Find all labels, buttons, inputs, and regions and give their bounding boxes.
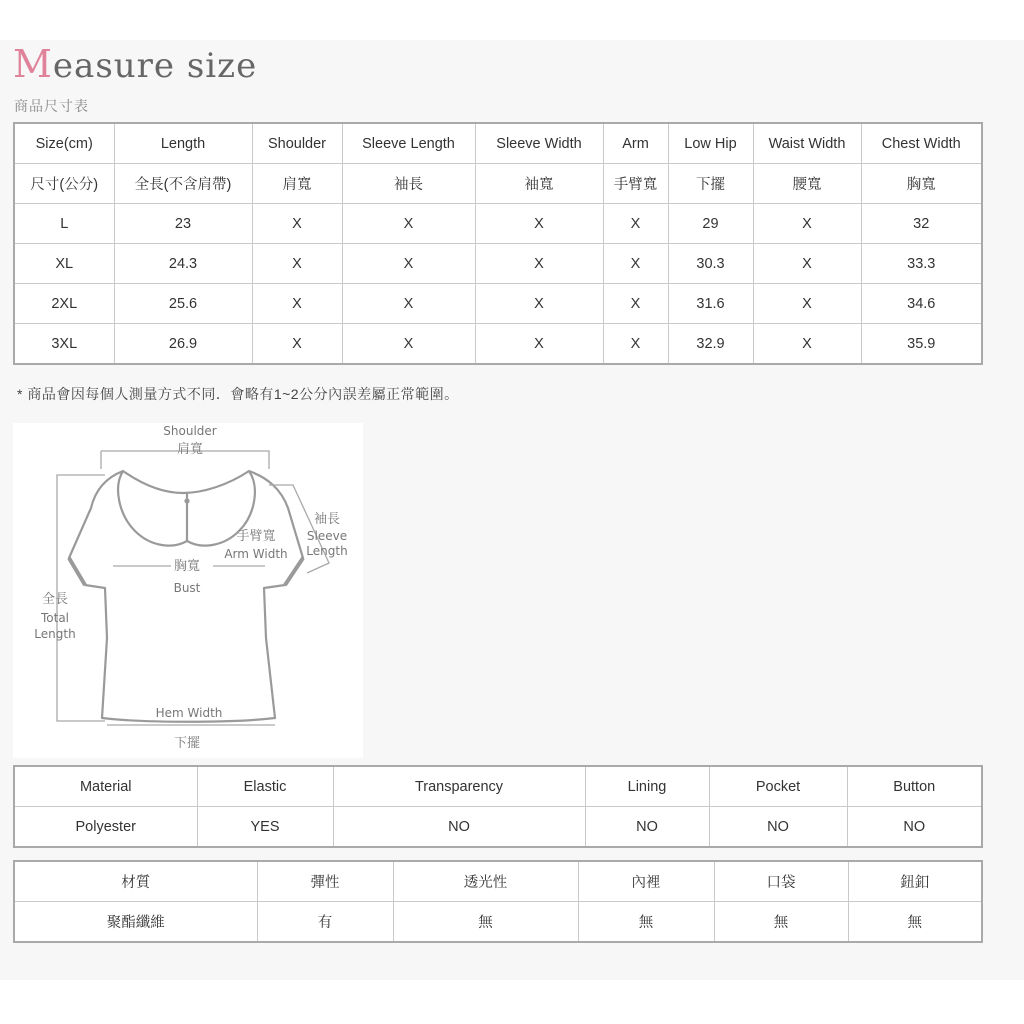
header-cell: Sleeve Length <box>342 123 475 164</box>
title-first-letter: M <box>13 42 53 86</box>
shoulder-zh-label: 肩寬 <box>176 442 204 457</box>
material-header-row <box>14 766 982 807</box>
header-cell: 袖長 <box>342 164 475 204</box>
bust-en-label: Bust <box>173 581 201 595</box>
header-cell: Material <box>14 766 197 807</box>
table-cell: 無 <box>848 902 982 943</box>
header-cell: Arm <box>603 123 668 164</box>
table-cell: 26.9 <box>114 324 252 365</box>
hem-en-label: Hem Width <box>155 706 223 720</box>
table-cell: 2XL <box>14 284 114 324</box>
header-cell: Transparency <box>333 766 585 807</box>
total-zh-label: 全長 <box>41 592 69 607</box>
header-cell: 鈕釦 <box>848 861 982 902</box>
table-cell: X <box>603 244 668 284</box>
header-cell: 材質 <box>14 861 257 902</box>
material-zh-header-row <box>14 861 982 902</box>
page-title <box>13 42 257 86</box>
header-cell: Chest Width <box>861 123 982 164</box>
table-cell: 24.3 <box>114 244 252 284</box>
arm-en-label: Arm Width <box>224 547 288 561</box>
table-cell: 無 <box>393 902 578 943</box>
table-cell: X <box>252 204 342 244</box>
table-cell: 32.9 <box>668 324 753 365</box>
table-cell: X <box>252 284 342 324</box>
table-cell: 29 <box>668 204 753 244</box>
table-cell: X <box>252 324 342 365</box>
header-cell: Button <box>847 766 982 807</box>
total-en-label-1: Total <box>40 611 70 625</box>
table-cell: 3XL <box>14 324 114 365</box>
table-cell: X <box>753 324 861 365</box>
measurement-diagram <box>13 423 363 758</box>
header-cell: Low Hip <box>668 123 753 164</box>
table-cell: X <box>475 244 603 284</box>
material-value-row <box>14 807 982 848</box>
header-cell: Size(cm) <box>14 123 114 164</box>
table-cell: 無 <box>578 902 714 943</box>
header-cell: 全長(不含肩帶) <box>114 164 252 204</box>
table-cell: X <box>753 204 861 244</box>
table-cell: 33.3 <box>861 244 982 284</box>
table-cell: X <box>342 284 475 324</box>
table-cell: X <box>475 204 603 244</box>
bust-zh-label: 胸寬 <box>173 559 201 574</box>
table-cell: X <box>603 204 668 244</box>
header-cell: 手臂寬 <box>603 164 668 204</box>
table-cell: NO <box>847 807 982 848</box>
title-rest: easure size <box>52 46 258 86</box>
table-cell: X <box>475 284 603 324</box>
sleeve-en-label-2: Length <box>306 544 348 558</box>
table-cell: X <box>252 244 342 284</box>
table-cell: Polyester <box>14 807 197 848</box>
table-cell: X <box>342 204 475 244</box>
size-header-zh-row <box>14 164 982 204</box>
table-cell: NO <box>333 807 585 848</box>
header-cell: 彈性 <box>257 861 393 902</box>
table-cell: 25.6 <box>114 284 252 324</box>
size-table <box>13 122 983 365</box>
table-cell: X <box>753 244 861 284</box>
table-cell: 31.6 <box>668 284 753 324</box>
header-cell: 尺寸(公分) <box>14 164 114 204</box>
header-cell: Sleeve Width <box>475 123 603 164</box>
table-cell: X <box>603 284 668 324</box>
header-cell: 腰寬 <box>753 164 861 204</box>
table-row <box>14 324 982 365</box>
shirt-outline <box>69 471 303 722</box>
sleeve-en-label-1: Sleeve <box>306 529 348 543</box>
table-cell: X <box>753 284 861 324</box>
sleeve-zh-label: 袖長 <box>313 512 341 527</box>
header-cell: Length <box>114 123 252 164</box>
table-cell: NO <box>585 807 709 848</box>
header-cell: 肩寬 <box>252 164 342 204</box>
header-cell: 內裡 <box>578 861 714 902</box>
header-cell: Pocket <box>709 766 847 807</box>
total-en-label-2: Length <box>34 627 76 641</box>
header-cell: 透光性 <box>393 861 578 902</box>
header-cell: 胸寬 <box>861 164 982 204</box>
header-cell: Waist Width <box>753 123 861 164</box>
table-cell: 32 <box>861 204 982 244</box>
table-cell: 30.3 <box>668 244 753 284</box>
header-cell: Lining <box>585 766 709 807</box>
header-cell: Elastic <box>197 766 333 807</box>
table-cell: 23 <box>114 204 252 244</box>
table-row <box>14 284 982 324</box>
header-cell: 下擺 <box>668 164 753 204</box>
table-cell: X <box>603 324 668 365</box>
measurement-note: * 商品會因每個人測量方式不同．會略有1~2公分內誤差屬正常範圍。 <box>17 386 459 402</box>
header-cell: 口袋 <box>714 861 848 902</box>
material-zh-value-row <box>14 902 982 943</box>
arm-zh-label: 手臂寬 <box>236 529 276 544</box>
table-cell: YES <box>197 807 333 848</box>
table-cell: L <box>14 204 114 244</box>
material-table <box>13 765 983 848</box>
header-cell: 袖寬 <box>475 164 603 204</box>
table-cell: 35.9 <box>861 324 982 365</box>
table-cell: XL <box>14 244 114 284</box>
shoulder-en-label: Shoulder <box>163 424 217 438</box>
table-cell: 34.6 <box>861 284 982 324</box>
table-cell: NO <box>709 807 847 848</box>
size-header-en-row <box>14 123 982 164</box>
table-row <box>14 204 982 244</box>
table-row <box>14 244 982 284</box>
header-cell: Shoulder <box>252 123 342 164</box>
table-cell: X <box>475 324 603 365</box>
table-cell: 無 <box>714 902 848 943</box>
table-cell: X <box>342 244 475 284</box>
hem-zh-label: 下擺 <box>173 736 201 751</box>
table-cell: 有 <box>257 902 393 943</box>
material-zh-table <box>13 860 983 943</box>
table-cell: X <box>342 324 475 365</box>
table-cell: 聚酯纖維 <box>14 902 257 943</box>
page-subtitle: 商品尺寸表 <box>14 98 89 114</box>
shirt-diagram-svg <box>13 423 363 758</box>
